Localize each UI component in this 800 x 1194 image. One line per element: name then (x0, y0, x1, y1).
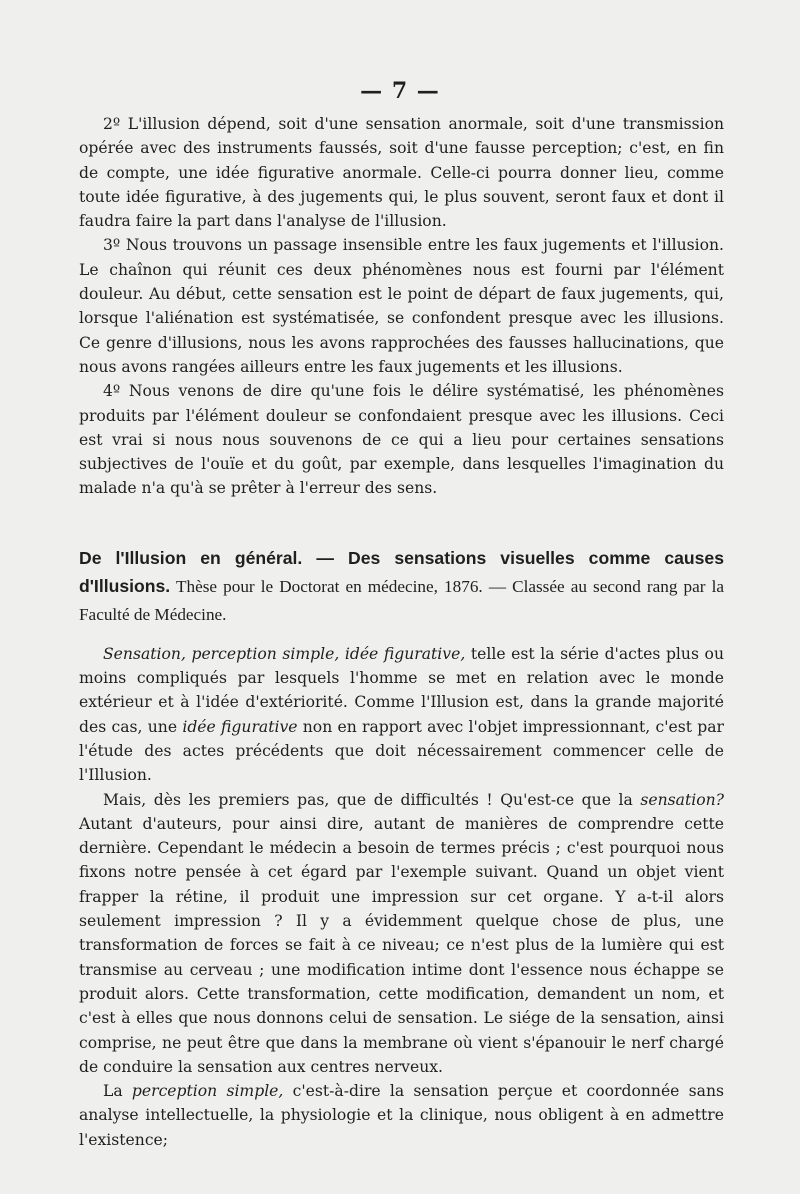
paragraph-illusion-depend: 2º L'illusion dépend, soit d'une sensation anormale, soit d'une transmission opérée avec des instruments faussés, soit d'une fausse perception; c'est, en fin de compte, une idée figurative anormale. Celle-ci pourra donner lieu, comme toute idée figurative, à des jugements qui, le plus souvent, seront faux et dont il faudra faire la part dans l'analyse de l'illusion. (79, 115, 724, 231)
page-number: — 7 — (360, 78, 440, 104)
section-title-rest: Thèse pour le Doctorat en médecine, 1876. — Classée au second rang par la Faculté de Médecine. (79, 576, 724, 624)
paragraph-sensation-italic-2: idée figurative (182, 717, 298, 736)
body-text (79, 112, 724, 1152)
paragraph-sensation-perception (79, 642, 724, 788)
section-title-bold: De l'Illusion en général. — Des sensations visuelles comme causes d'Illusions. (79, 547, 724, 596)
paragraph-perception-italic: perception simple, (131, 1082, 284, 1101)
thesis-section (79, 545, 724, 1152)
paragraph-passage-insensible: 3º Nous trouvons un passage insensible entre les faux jugements et l'illusion. Le chaînon qui réunit ces deux phénomènes nous est fourni par l'élément douleur. Au début, cette sensation est le point de départ de faux jugements, qui, lorsque l'aliénation est systématisée, se confondent presque avec les illusions. Ce genre d'illusions, nous les avons rapprochées des fausses hallucinations, que nous avons rangées ailleurs entre les faux jugements et les illusions. (79, 236, 724, 376)
paragraph-delire-systematise: 4º Nous venons de dire qu'une fois le délire systématisé, les phénomènes produits par l'élément douleur se confondaient presque avec les illusions. Ceci est vrai si nous nous souvenons de ce qui a lieu pour certaines sensations subjectives de l'ouïe et du goût, par exemple, dans lesquelles l'imagination du malade n'a qu'à se prêter à l'erreur des sens. (79, 382, 724, 498)
paragraph-sensation-text-1: telle est la série d'actes plus ou moins compliqués par lesquels l'homme se met en relation avec le monde extérieur et à l'idée d'extériorité. Comme l'Illusion est, dans la grande majorité des cas, une (79, 644, 724, 736)
paragraph-difficultes-text-2: Autant d'auteurs, pour ainsi dire, autant de manières de comprendre cette dernière. Cependant le médecin a besoin de termes précis ; c'est pourquoi nous fixons notre pensée à cet égard par l'exemple suivant. Quand un objet vient frapper la rétine, il produit une impression sur cet organe. Y a-t-il alors seulement impression ? Il y a évidemment quelque chose de plus, une transformation de forces se fait à ce niveau; ce n'est plus de la lumière qui est transmise au cerveau ; une modification intime dont l'essence nous échappe se produit alors. Cette transformation, cette modification, demandent un nom, et c'est à elles que nous donnons celui de sensation. Le siége de la sensation, ainsi comprise, ne peut être que dans la membrane où vient s'épanouir le nerf chargé de conduire la sensation aux centres nerveux. (79, 814, 724, 1076)
paragraph-sensation-text-2: non en rapport avec l'objet impressionnant, c'est par l'étude des actes précédents que doit nécessairement commencer celle de l'Illusion. (79, 717, 724, 785)
paragraph-difficultes (79, 788, 724, 1080)
paragraph-perception-simple (79, 1079, 724, 1152)
paragraph-difficultes-italic: sensation? (640, 790, 724, 809)
section-title (79, 545, 724, 629)
paragraph-difficultes-text-1: Mais, dès les premiers pas, que de difficultés ! Qu'est-ce que la (103, 790, 641, 809)
paragraph-perception-text-1: La (103, 1082, 132, 1101)
paragraph-perception-text-2: c'est-à-dire la sensation perçue et coordonnée sans analyse intellectuelle, la physiologie et la clinique, nous obligent à en admettre l'existence; (79, 1082, 724, 1149)
paragraph-sensation-italic: Sensation, perception simple, idée figurative, (103, 644, 466, 663)
